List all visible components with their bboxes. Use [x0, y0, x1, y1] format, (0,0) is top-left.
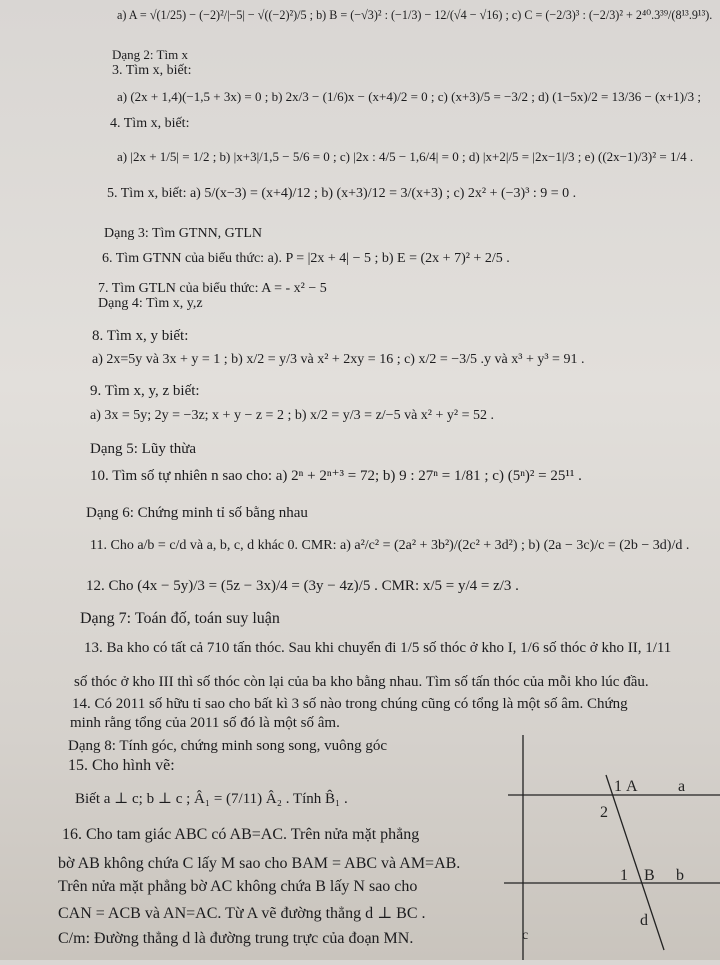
problem-4-title: 4. Tìm x, biết:: [110, 116, 190, 131]
problem-9-title: 9. Tìm x, y, z biết:: [90, 383, 200, 399]
problem-6: 6. Tìm GTNN của biểu thức: a). P = |2x + 4| − 5 ; b) E = (2x + 7)² + 2/5 .: [102, 251, 510, 266]
problem-16-line2: bờ AB không chứa C lấy M sao cho BAM = ABC và AM=AB.: [58, 855, 461, 872]
problem-14-line1: 14. Có 2011 số hữu tỉ sao cho bất kì 3 số nào trong chúng cũng có tổng là một số âm. Chứng: [72, 696, 628, 712]
label-point-b: B: [644, 867, 655, 884]
problem-10: 10. Tìm số tự nhiên n sao cho: a) 2ⁿ + 2ⁿ⁺³ = 72; b) 9 : 27ⁿ = 1/81 ; c) (5ⁿ)² = 25¹¹ .: [90, 468, 582, 484]
label-line-b: b: [676, 867, 684, 884]
problem-3-items: a) (2x + 1,4)(−1,5 + 3x) = 0 ; b) 2x/3 − (1/6)x − (x+4)/2 = 0 ; c) (x+3)/5 = −3/2 ; d) (1−5x)/2 = 13/36 − (x+1)/3 ;: [117, 89, 702, 104]
problem-14-line2: minh rằng tổng của 2011 số đó là một số âm.: [70, 715, 340, 731]
problem-9-items: a) 3x = 5y; 2y = −3z; x + y − z = 2 ; b) x/2 = y/3 = z/−5 và x² + y² = 52 .: [90, 408, 494, 423]
problem-3-title: 3. Tìm x, biết:: [112, 63, 192, 78]
problem-16-line4: CAN = ACB và AN=AC. Từ A vẽ đường thẳng d ⊥ BC .: [58, 905, 426, 922]
problem-16-line1: 16. Cho tam giác ABC có AB=AC. Trên nửa mặt phẳng: [62, 826, 420, 843]
problem-15-title: 15. Cho hình vẽ:: [68, 757, 175, 774]
problem-16-line3: Trên nửa mặt phẳng bờ AC không chứa B lấy N sao cho: [58, 878, 418, 895]
label-angle-1-b: 1: [620, 867, 628, 884]
line-d: [606, 775, 664, 950]
section-heading-7: Dạng 7: Toán đố, toán suy luận: [80, 610, 280, 627]
problem-13-line1: 13. Ba kho có tất cả 710 tấn thóc. Sau khi chuyển đi 1/5 số thóc ở kho I, 1/6 số thóc ở kho II, 1/11: [84, 640, 672, 656]
section-heading-8: Dạng 8: Tính góc, chứng minh song song, vuông góc: [68, 738, 388, 754]
section-heading-6: Dạng 6: Chứng minh tỉ số bằng nhau: [86, 505, 308, 521]
problem-5: 5. Tìm x, biết: a) 5/(x−3) = (x+4)/12 ; b) (x+3)/12 = 3/(x+3) ; c) 2x² + (−3)³ : 9 = 0 .: [107, 186, 577, 201]
label-angle-2-a: 2: [600, 804, 608, 821]
label-line-c: c: [522, 928, 529, 943]
label-line-a: a: [678, 778, 686, 795]
geometry-figure-svg: [498, 735, 720, 960]
problem-4-items: a) |2x + 1/5| = 1/2 ; b) |x+3|/1,5 − 5/6 = 0 ; c) |2x : 4/5 − 1,6/4| = 0 ; d) |x+2|/5 = |2x−1|/3 ; e) ((2x−1)/3)² = 1/4 .: [117, 149, 694, 164]
problem-13-line2: số thóc ở kho III thì số thóc còn lại của ba kho bằng nhau. Tìm số tấn thóc của mỗi kho lúc đầu.: [74, 674, 649, 690]
section-heading-2: Dạng 2: Tìm x: [112, 47, 188, 62]
problem-8-items: a) 2x=5y và 3x + y = 1 ; b) x/2 = y/3 và x² + 2xy = 16 ; c) x/2 = −3/5 .y và x³ + y³ = 91 .: [92, 352, 585, 367]
geometry-figure: [498, 735, 720, 960]
section-heading-5: Dạng 5: Lũy thừa: [90, 441, 197, 457]
label-angle-1-a: 1: [614, 778, 622, 795]
label-point-a: A: [626, 778, 638, 795]
problem-7: 7. Tìm GTLN của biểu thức: A = - x² − 5: [98, 281, 327, 296]
label-line-d: d: [640, 912, 648, 929]
problem-15-given: Biết a ⊥ c; b ⊥ c ; Â₁ = (7/11) Â₂ . Tính B̂₁ .: [75, 791, 348, 807]
problem-16-line5: C/m: Đường thẳng d là đường trung trực của đoạn MN.: [58, 930, 414, 947]
problem-12: 12. Cho (4x − 5y)/3 = (5z − 3x)/4 = (3y − 4z)/5 . CMR: x/5 = y/4 = z/3 .: [86, 578, 519, 594]
problem-8-title: 8. Tìm x, y biết:: [92, 328, 189, 344]
section-heading-4: Dạng 4: Tìm x, y,z: [98, 296, 203, 311]
section-heading-3: Dạng 3: Tìm GTNN, GTLN: [104, 226, 262, 241]
problem-2-line: a) A = √(1/25) − (−2)²/|−5| − √((−2)²)/5 ; b) B = (−√3)² : (−1/3) − 12/(√4 − √16) ; c) C = (−2/3)³ : (−2/3)² + 2⁴⁰.3³⁹/(8¹³.9¹³).: [117, 7, 713, 22]
problem-11: 11. Cho a/b = c/d và a, b, c, d khác 0. CMR: a) a²/c² = (2a² + 3b²)/(2c² + 3d²) ; b) (2a − 3c)/c = (2b − 3d)/d .: [90, 538, 690, 553]
